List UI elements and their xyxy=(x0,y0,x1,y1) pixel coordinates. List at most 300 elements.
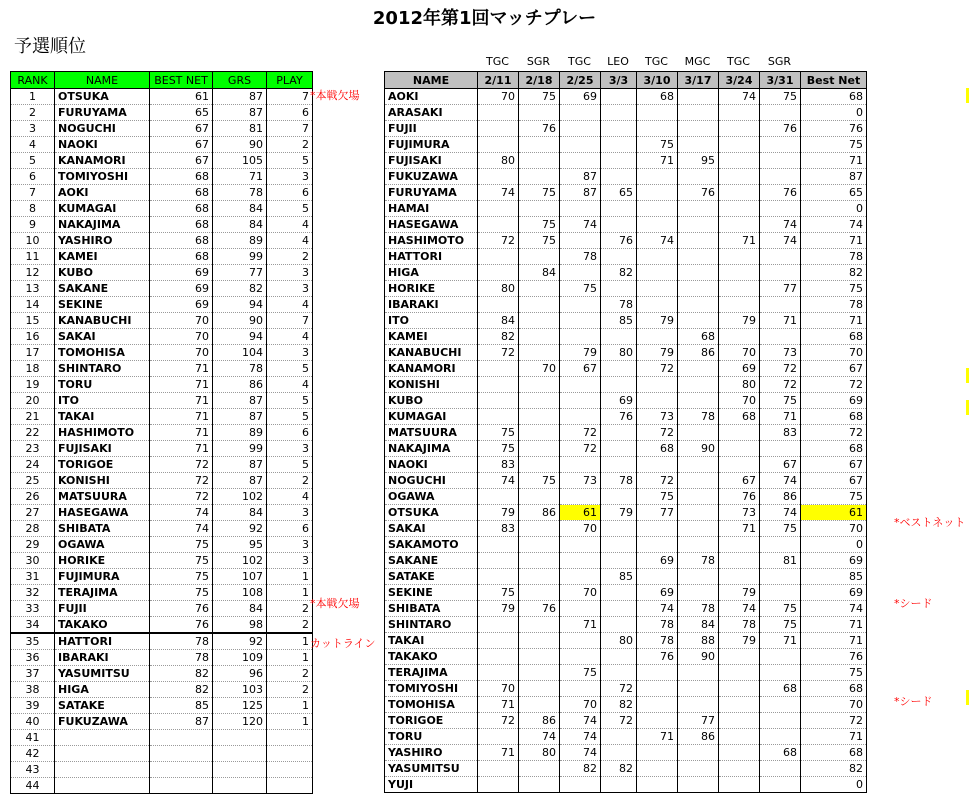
score-cell: 0 xyxy=(801,105,867,121)
score-cell xyxy=(678,297,719,313)
score-cell: 70 xyxy=(478,681,519,697)
score-cell: 79 xyxy=(478,505,519,521)
ranking-cell: OGAWA xyxy=(55,537,150,553)
ranking-cell: 2 xyxy=(267,601,313,617)
ranking-cell: 3 xyxy=(267,169,313,185)
ranking-cell: 6 xyxy=(11,169,55,185)
ranking-row xyxy=(11,153,313,169)
player-name-cell: SHIBATA xyxy=(385,601,478,617)
score-cell: 75 xyxy=(760,601,801,617)
score-cell xyxy=(519,105,560,121)
ranking-row xyxy=(11,441,313,457)
player-name-cell: SAKAI xyxy=(385,521,478,537)
score-cell: 74 xyxy=(478,185,519,201)
scores-row xyxy=(385,537,867,553)
ranking-cell: HATTORI xyxy=(55,633,150,650)
scores-row xyxy=(385,489,867,505)
player-name-cell: KUMAGAI xyxy=(385,409,478,425)
seed-note-2: *シード xyxy=(894,695,933,708)
ranking-cell: TORU xyxy=(55,377,150,393)
score-cell: 84 xyxy=(678,617,719,633)
ranking-cell: 33 xyxy=(11,601,55,617)
score-cell xyxy=(478,633,519,649)
score-cell: 71 xyxy=(478,697,519,713)
ranking-cell: 74 xyxy=(150,521,213,537)
ranking-cell: KAMEI xyxy=(55,249,150,265)
score-cell xyxy=(678,169,719,185)
score-cell: 69 xyxy=(637,553,678,569)
score-cell: 0 xyxy=(801,537,867,553)
ranking-cell: 72 xyxy=(150,457,213,473)
ranking-row xyxy=(11,425,313,441)
ranking-cell: 3 xyxy=(267,537,313,553)
scores-table xyxy=(384,71,867,793)
score-cell: 68 xyxy=(801,681,867,697)
ranking-cell: 87 xyxy=(213,89,267,105)
score-cell: 73 xyxy=(637,409,678,425)
score-cell: 75 xyxy=(478,585,519,601)
ranking-cell: 4 xyxy=(267,217,313,233)
score-cell: 70 xyxy=(560,697,601,713)
score-cell xyxy=(760,729,801,745)
scores-header-cell: 3/24 xyxy=(719,72,760,89)
ranking-cell: KANAMORI xyxy=(55,153,150,169)
score-cell: 74 xyxy=(560,713,601,729)
score-cell: 70 xyxy=(560,585,601,601)
scores-row xyxy=(385,521,867,537)
score-cell xyxy=(560,777,601,793)
score-cell xyxy=(760,201,801,217)
player-name-cell: OTSUKA xyxy=(385,505,478,521)
score-cell: 82 xyxy=(560,761,601,777)
player-name-cell: SAKAMOTO xyxy=(385,537,478,553)
ranking-row xyxy=(11,714,313,730)
venue-label: MGC xyxy=(684,55,711,68)
player-name-cell: HASEGAWA xyxy=(385,217,478,233)
ranking-cell: 3 xyxy=(267,345,313,361)
score-cell: 76 xyxy=(519,121,560,137)
player-name-cell: ITO xyxy=(385,313,478,329)
ranking-cell: 107 xyxy=(213,569,267,585)
score-cell xyxy=(601,153,637,169)
ranking-cell xyxy=(150,746,213,762)
score-cell xyxy=(560,201,601,217)
score-cell xyxy=(719,137,760,153)
ranking-cell: MATSUURA xyxy=(55,489,150,505)
scores-header-cell: 2/25 xyxy=(560,72,601,89)
ranking-row xyxy=(11,217,313,233)
scores-row xyxy=(385,153,867,169)
ranking-cell xyxy=(267,730,313,746)
scores-row xyxy=(385,249,867,265)
score-cell: 82 xyxy=(478,329,519,345)
ranking-cell: TAKAKO xyxy=(55,617,150,634)
score-cell: 75 xyxy=(560,665,601,681)
score-cell: 83 xyxy=(478,521,519,537)
ranking-cell: NAKAJIMA xyxy=(55,217,150,233)
score-cell xyxy=(601,729,637,745)
score-cell: 69 xyxy=(601,393,637,409)
score-cell xyxy=(601,745,637,761)
score-cell xyxy=(601,665,637,681)
score-cell xyxy=(678,777,719,793)
ranking-row xyxy=(11,633,313,650)
score-cell xyxy=(478,729,519,745)
ranking-cell: 87 xyxy=(213,457,267,473)
scores-row xyxy=(385,297,867,313)
ranking-cell: 86 xyxy=(213,377,267,393)
ranking-cell xyxy=(213,762,267,778)
ranking-cell: 1 xyxy=(267,585,313,601)
score-cell xyxy=(560,553,601,569)
ranking-row xyxy=(11,473,313,489)
score-cell: 67 xyxy=(560,361,601,377)
score-cell xyxy=(519,281,560,297)
score-cell xyxy=(719,681,760,697)
score-cell xyxy=(601,537,637,553)
score-cell xyxy=(637,537,678,553)
score-cell: 69 xyxy=(801,585,867,601)
score-cell xyxy=(719,121,760,137)
score-cell xyxy=(519,681,560,697)
scores-header-cell: 3/10 xyxy=(637,72,678,89)
ranking-cell: KANABUCHI xyxy=(55,313,150,329)
score-cell xyxy=(760,777,801,793)
score-cell: 77 xyxy=(678,713,719,729)
ranking-cell: TOMIYOSHI xyxy=(55,169,150,185)
score-cell: 68 xyxy=(801,89,867,105)
ranking-cell: 109 xyxy=(213,650,267,666)
ranking-cell: 71 xyxy=(213,169,267,185)
ranking-row xyxy=(11,537,313,553)
player-name-cell: NAOKI xyxy=(385,457,478,473)
score-cell xyxy=(519,633,560,649)
score-cell xyxy=(719,665,760,681)
ranking-header-cell: PLAY xyxy=(267,72,313,89)
score-cell xyxy=(601,89,637,105)
ranking-cell: 12 xyxy=(11,265,55,281)
score-cell: 77 xyxy=(760,281,801,297)
score-cell: 68 xyxy=(678,329,719,345)
score-cell xyxy=(601,649,637,665)
ranking-cell: TERAJIMA xyxy=(55,585,150,601)
scores-row xyxy=(385,105,867,121)
ranking-cell: 39 xyxy=(11,698,55,714)
score-cell: 67 xyxy=(719,473,760,489)
score-cell: 75 xyxy=(801,137,867,153)
score-cell: 68 xyxy=(637,441,678,457)
score-cell: 71 xyxy=(637,729,678,745)
player-name-cell: FUJII xyxy=(385,121,478,137)
ranking-cell: 3 xyxy=(267,505,313,521)
score-cell: 70 xyxy=(560,521,601,537)
score-cell xyxy=(719,553,760,569)
ranking-cell: 89 xyxy=(213,233,267,249)
ranking-cell: 38 xyxy=(11,682,55,698)
score-cell: 71 xyxy=(801,233,867,249)
score-cell: 78 xyxy=(601,473,637,489)
ranking-cell xyxy=(213,778,267,794)
scores-row xyxy=(385,185,867,201)
score-cell xyxy=(678,745,719,761)
score-cell: 72 xyxy=(560,441,601,457)
score-cell xyxy=(601,441,637,457)
score-cell: 76 xyxy=(760,185,801,201)
ranking-cell: 10 xyxy=(11,233,55,249)
score-cell xyxy=(478,649,519,665)
score-cell: 75 xyxy=(760,393,801,409)
score-cell: 74 xyxy=(560,729,601,745)
score-cell: 79 xyxy=(719,313,760,329)
ranking-cell: 92 xyxy=(213,633,267,650)
ranking-cell: TORIGOE xyxy=(55,457,150,473)
score-cell: 85 xyxy=(601,313,637,329)
ranking-cell: 7 xyxy=(11,185,55,201)
score-cell: 71 xyxy=(801,617,867,633)
score-cell: 86 xyxy=(678,729,719,745)
score-cell: 74 xyxy=(519,729,560,745)
score-cell: 82 xyxy=(601,761,637,777)
scores-row xyxy=(385,377,867,393)
ranking-cell: 75 xyxy=(150,553,213,569)
scores-row xyxy=(385,137,867,153)
ranking-cell: 6 xyxy=(267,425,313,441)
score-cell: 72 xyxy=(637,425,678,441)
scores-row xyxy=(385,265,867,281)
player-name-cell: KONISHI xyxy=(385,377,478,393)
page-title: 2012年第1回マッチプレー xyxy=(372,8,597,29)
scores-body xyxy=(385,89,867,793)
ranking-row xyxy=(11,249,313,265)
score-cell: 75 xyxy=(637,489,678,505)
ranking-cell: 102 xyxy=(213,489,267,505)
score-cell xyxy=(601,121,637,137)
score-cell: 78 xyxy=(719,617,760,633)
ranking-body xyxy=(11,89,313,794)
ranking-cell: 84 xyxy=(213,505,267,521)
ranking-cell: 2 xyxy=(267,682,313,698)
score-cell xyxy=(560,601,601,617)
ranking-cell: HASEGAWA xyxy=(55,505,150,521)
ranking-cell: 42 xyxy=(11,746,55,762)
ranking-cell: 67 xyxy=(150,153,213,169)
ranking-cell: 95 xyxy=(213,537,267,553)
ranking-cell: 29 xyxy=(11,537,55,553)
score-cell: 75 xyxy=(637,137,678,153)
ranking-row xyxy=(11,281,313,297)
ranking-cell: 6 xyxy=(267,105,313,121)
score-cell xyxy=(678,89,719,105)
ranking-cell: 19 xyxy=(11,377,55,393)
ranking-row xyxy=(11,457,313,473)
score-cell xyxy=(601,105,637,121)
ranking-cell: 69 xyxy=(150,281,213,297)
ranking-cell xyxy=(55,730,150,746)
scores-row xyxy=(385,665,867,681)
scores-row xyxy=(385,697,867,713)
ranking-row xyxy=(11,361,313,377)
score-cell: 75 xyxy=(519,185,560,201)
score-cell: 74 xyxy=(760,217,801,233)
ranking-cell: 22 xyxy=(11,425,55,441)
ranking-row xyxy=(11,698,313,714)
score-cell xyxy=(478,617,519,633)
score-cell xyxy=(560,681,601,697)
scores-row xyxy=(385,617,867,633)
ranking-row xyxy=(11,89,313,105)
score-cell: 70 xyxy=(801,345,867,361)
score-cell xyxy=(601,521,637,537)
scores-header-cell: 2/11 xyxy=(478,72,519,89)
ranking-cell: 2 xyxy=(267,137,313,153)
score-cell: 76 xyxy=(801,649,867,665)
scores-row xyxy=(385,409,867,425)
score-cell xyxy=(519,553,560,569)
score-cell xyxy=(519,777,560,793)
player-name-cell: SATAKE xyxy=(385,569,478,585)
score-cell xyxy=(719,201,760,217)
score-cell xyxy=(519,297,560,313)
ranking-cell: 84 xyxy=(213,601,267,617)
player-name-cell: TAKAKO xyxy=(385,649,478,665)
score-cell xyxy=(678,137,719,153)
ranking-cell: SEKINE xyxy=(55,297,150,313)
score-cell xyxy=(478,409,519,425)
ranking-row xyxy=(11,393,313,409)
ranking-cell: 125 xyxy=(213,698,267,714)
score-cell: 61 xyxy=(560,505,601,521)
score-cell: 70 xyxy=(519,361,560,377)
ranking-cell: 30 xyxy=(11,553,55,569)
score-cell xyxy=(478,489,519,505)
scores-row xyxy=(385,777,867,793)
ranking-cell: 68 xyxy=(150,185,213,201)
ranking-cell: SAKAI xyxy=(55,329,150,345)
ranking-header-cell: NAME xyxy=(55,72,150,89)
score-cell xyxy=(519,377,560,393)
score-cell xyxy=(678,697,719,713)
ranking-cell: 68 xyxy=(150,217,213,233)
ranking-table xyxy=(10,71,313,794)
score-cell: 71 xyxy=(719,521,760,537)
ranking-cell: 5 xyxy=(267,361,313,377)
score-cell xyxy=(519,697,560,713)
score-cell xyxy=(760,713,801,729)
score-cell xyxy=(678,281,719,297)
score-cell xyxy=(560,649,601,665)
score-cell: 75 xyxy=(760,89,801,105)
score-cell: 70 xyxy=(801,697,867,713)
score-cell xyxy=(760,105,801,121)
score-cell: 68 xyxy=(637,89,678,105)
score-cell xyxy=(637,121,678,137)
score-cell: 78 xyxy=(678,553,719,569)
score-cell xyxy=(519,649,560,665)
score-cell xyxy=(560,409,601,425)
ranking-cell xyxy=(150,730,213,746)
score-cell xyxy=(719,297,760,313)
ranking-cell: 20 xyxy=(11,393,55,409)
score-cell xyxy=(637,665,678,681)
ranking-cell: 104 xyxy=(213,345,267,361)
score-cell xyxy=(478,777,519,793)
score-cell: 71 xyxy=(801,313,867,329)
score-cell xyxy=(678,585,719,601)
ranking-cell: 1 xyxy=(267,569,313,585)
score-cell xyxy=(678,537,719,553)
score-cell xyxy=(519,137,560,153)
ranking-cell: 4 xyxy=(11,137,55,153)
ranking-cell: 4 xyxy=(267,377,313,393)
score-cell: 72 xyxy=(801,713,867,729)
ranking-cell: 32 xyxy=(11,585,55,601)
score-cell: 74 xyxy=(760,505,801,521)
score-cell xyxy=(519,569,560,585)
score-cell xyxy=(678,217,719,233)
score-cell xyxy=(678,377,719,393)
ranking-row xyxy=(11,762,313,778)
ranking-cell: 70 xyxy=(150,313,213,329)
ranking-cell: FUKUZAWA xyxy=(55,714,150,730)
ranking-cell: 81 xyxy=(213,121,267,137)
score-cell: 74 xyxy=(719,89,760,105)
score-cell xyxy=(719,441,760,457)
score-cell xyxy=(719,569,760,585)
score-cell xyxy=(637,745,678,761)
score-cell: 75 xyxy=(801,489,867,505)
ranking-cell: 17 xyxy=(11,345,55,361)
ranking-cell: 71 xyxy=(150,377,213,393)
score-cell: 65 xyxy=(601,185,637,201)
ranking-row xyxy=(11,730,313,746)
ranking-cell: 1 xyxy=(267,698,313,714)
ranking-cell: 34 xyxy=(11,617,55,634)
player-name-cell: FUJISAKI xyxy=(385,153,478,169)
venue-label: TGC xyxy=(645,55,668,68)
score-cell xyxy=(678,265,719,281)
ranking-row xyxy=(11,345,313,361)
ranking-cell: SHIBATA xyxy=(55,521,150,537)
ranking-cell: 75 xyxy=(150,569,213,585)
score-cell: 83 xyxy=(478,457,519,473)
score-cell xyxy=(678,121,719,137)
score-cell: 78 xyxy=(601,297,637,313)
score-cell xyxy=(519,521,560,537)
score-cell: 80 xyxy=(478,153,519,169)
player-name-cell: ARASAKI xyxy=(385,105,478,121)
ranking-header-cell: BEST NET xyxy=(150,72,213,89)
score-cell: 72 xyxy=(801,377,867,393)
ranking-cell: 5 xyxy=(267,409,313,425)
score-cell: 82 xyxy=(601,697,637,713)
ranking-cell: 16 xyxy=(11,329,55,345)
score-cell xyxy=(560,153,601,169)
player-name-cell: YASHIRO xyxy=(385,745,478,761)
score-cell xyxy=(601,457,637,473)
score-cell: 72 xyxy=(801,425,867,441)
score-cell xyxy=(519,457,560,473)
score-cell: 74 xyxy=(760,233,801,249)
scores-row xyxy=(385,649,867,665)
player-name-cell: HASHIMOTO xyxy=(385,233,478,249)
score-cell xyxy=(560,137,601,153)
ranking-cell: 6 xyxy=(267,521,313,537)
score-cell xyxy=(478,297,519,313)
score-cell xyxy=(760,329,801,345)
ranking-cell: 11 xyxy=(11,249,55,265)
score-cell xyxy=(719,777,760,793)
score-cell: 76 xyxy=(519,601,560,617)
